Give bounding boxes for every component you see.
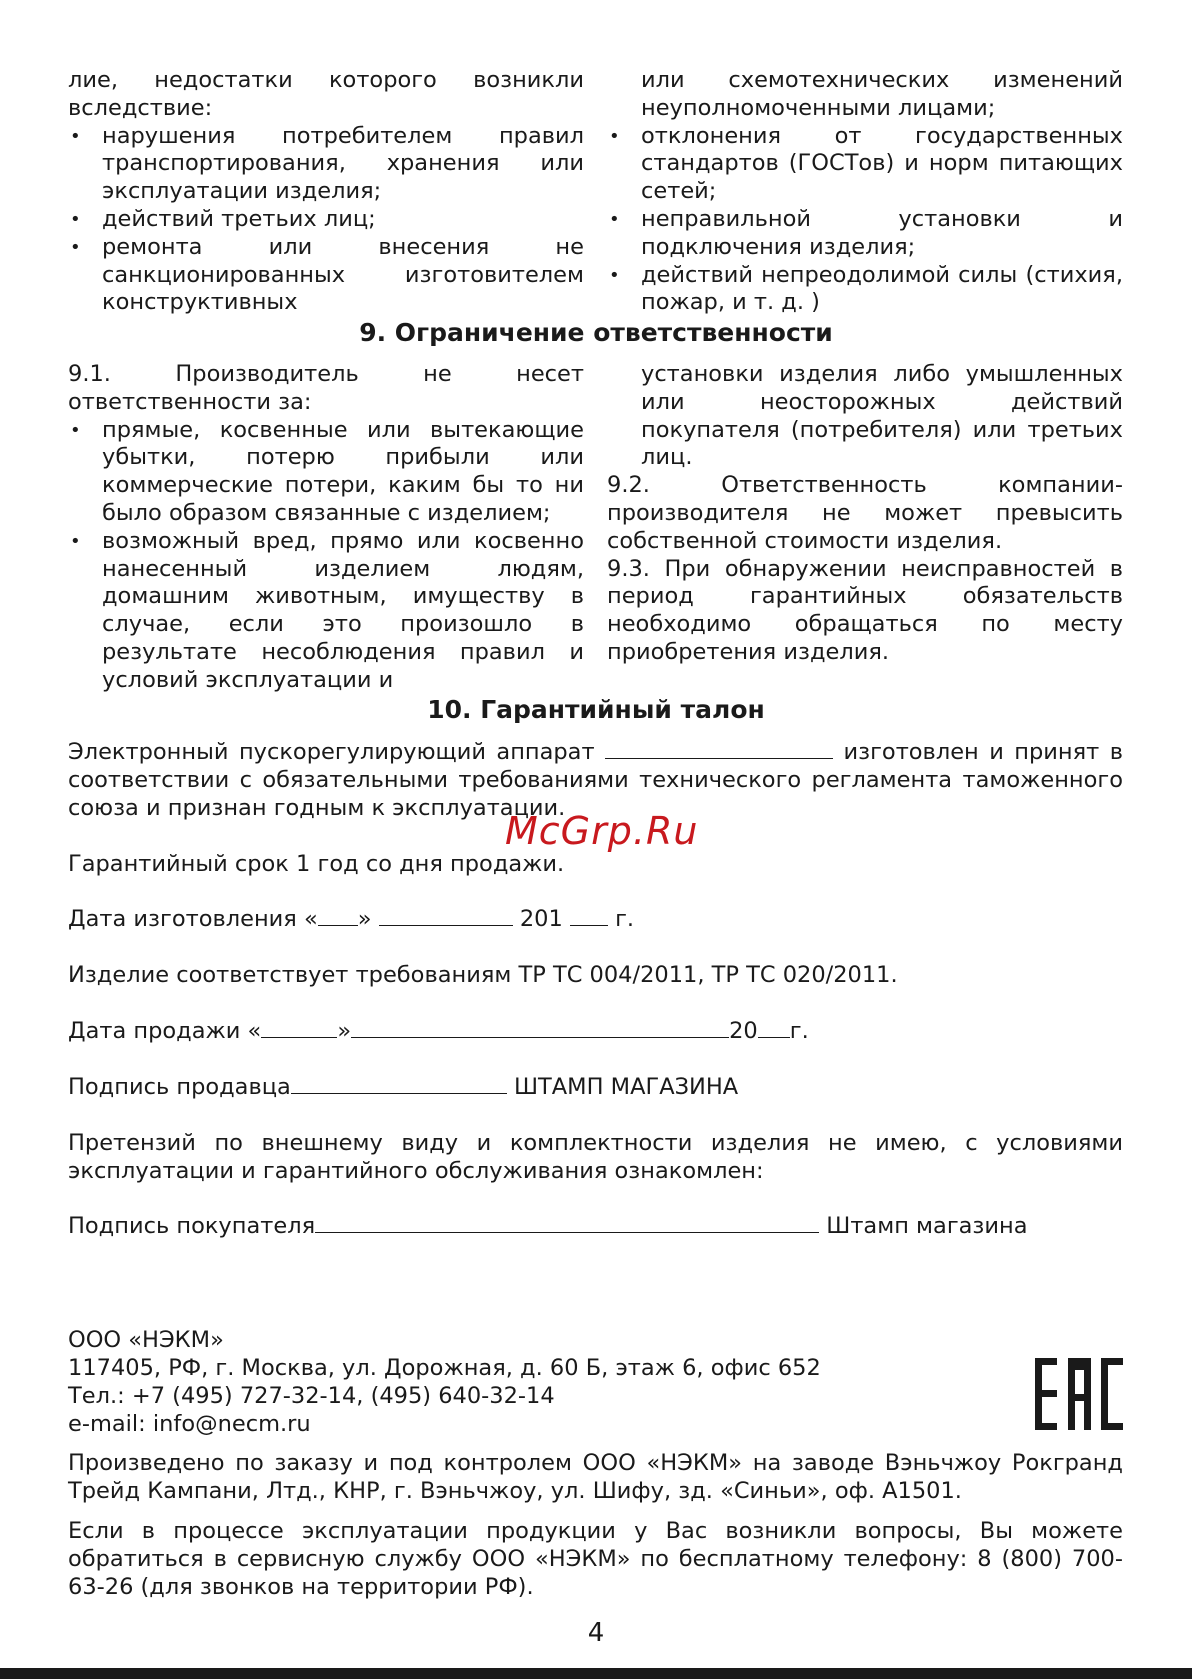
- top-right-list: [607, 67, 1123, 317]
- warranty-intro-b: изготовлен и принят в соответствии с обязательными требованиями технического регламента таможенного союза и признан годным к эксплуатации.: [68, 739, 1123, 821]
- manufacture-month-field[interactable]: [379, 907, 513, 926]
- eac-certification-mark: [1035, 1358, 1123, 1430]
- list-item: • возможный вред, прямо или косвенно нанесенный изделием людям, домашним животным, имуществу в случае, если это произошло в результате несоблюдения правил и условий эксплуатации и: [68, 528, 584, 695]
- claims-statement: Претензий по внешнему виду и комплектности изделия не имею, с условиями эксплуатации и гарантийного обслуживания ознакомлен:: [68, 1130, 1123, 1184]
- device-name-field[interactable]: [605, 740, 833, 759]
- section9-clause-2: 9.2. Ответственность компании-производителя не может превысить собственной стоимости изделия.: [607, 472, 1123, 554]
- list-item: • ремонта или внесения не санкционированных изготовителем конструктивных: [68, 234, 584, 317]
- list-item-continuation: установки изделия либо умышленных или неосторожных действий покупателя (потребителя) или третьих лиц.: [641, 361, 1123, 471]
- manufacture-date-line: [68, 906, 1123, 934]
- watermark: McGrp.Ru: [505, 809, 699, 853]
- buyer-signature-label: Подпись покупателя: [68, 1213, 316, 1239]
- list-item: • действий третьих лиц;: [68, 206, 584, 234]
- section9-right-column: [607, 361, 1123, 695]
- year-suffix: г.: [789, 1018, 809, 1044]
- seller-signature-label: Подпись продавца: [68, 1074, 291, 1100]
- sale-month-field[interactable]: [351, 1019, 729, 1038]
- buyer-signature-line: [68, 1213, 1123, 1241]
- top-section: [68, 67, 1123, 317]
- company-email: e-mail: info@necm.ru: [68, 1411, 311, 1437]
- section9-title: 9. Ограничение ответственности: [359, 318, 833, 347]
- seller-signature-line: [68, 1074, 1123, 1102]
- list-item: • неправильной установки и подключения изделия;: [607, 206, 1123, 262]
- company-address: 117405, РФ, г. Москва, ул. Дорожная, д. 60 Б, этаж 6, офис 652: [68, 1355, 821, 1381]
- service-info: Если в процессе эксплуатации продукции у Вас возникли вопросы, Вы можете обратиться в сервисную службу ООО «НЭКМ» по бесплатному телефону: 8 (800) 700-63-26 (для звонков на территории РФ).: [68, 1518, 1123, 1600]
- warranty-intro-a: Электронный пускорегулирующий аппарат: [68, 739, 595, 765]
- company-phone: Тел.: +7 (495) 727-32-14, (495) 640-32-14: [68, 1383, 555, 1409]
- section9-clause-3: 9.3. При обнаружении неисправностей в период гарантийных обязательств необходимо обращаться по месту приобретения изделия.: [607, 555, 1123, 665]
- sale-year-prefix: 20: [729, 1018, 758, 1044]
- section9-left-column: [68, 361, 584, 695]
- company-name: ООО «НЭКМ»: [68, 1327, 224, 1353]
- store-stamp-label: Штамп магазина: [826, 1213, 1028, 1239]
- store-stamp-caps: ШТАМП МАГАЗИНА: [513, 1074, 739, 1100]
- section9-left-list: [68, 417, 584, 695]
- quote-close: »: [357, 906, 372, 932]
- seller-signature-field[interactable]: [291, 1075, 507, 1094]
- conformity-line: Изделие соответствует требованиям ТР ТС 004/2011, ТР ТС 020/2011.: [68, 962, 898, 988]
- list-item: • нарушения потребителем правил транспортирования, хранения или эксплуатации изделия;: [68, 123, 584, 206]
- top-left-column: [68, 67, 584, 317]
- list-item: • прямые, косвенные или вытекающие убытки, потерю прибыли или коммерческие потери, каким бы то ни было образом связанные с изделием;: [68, 417, 584, 528]
- top-left-list: [68, 123, 584, 318]
- list-item: • действий непреодолимой силы (стихия, пожар, и т. д. ): [607, 262, 1123, 318]
- section9-intro: 9.1. Производитель не несет ответственности за:: [68, 361, 584, 415]
- bottom-bar: [0, 1668, 1192, 1679]
- buyer-signature-field[interactable]: [315, 1214, 819, 1233]
- manufacture-date-label: Дата изготовления «: [68, 906, 318, 932]
- manufacture-year-field[interactable]: [570, 907, 608, 926]
- quote-close: »: [337, 1018, 352, 1044]
- production-info: Произведено по заказу и под контролем ООО «НЭКМ» на заводе Вэньчжоу Рокгранд Трейд Кампани, Лтд., КНР, г. Вэньчжоу, ул. Шифу, зд. «Синьи», оф. А1501.: [68, 1450, 1123, 1504]
- sale-date-line: [68, 1018, 1123, 1046]
- section10-title: 10. Гарантийный талон: [427, 695, 765, 724]
- top-left-intro: лие, недостатки которого возникли вследствие:: [68, 67, 584, 121]
- page-number: 4: [587, 1618, 605, 1648]
- manufacture-day-field[interactable]: [318, 907, 358, 926]
- sale-date-label: Дата продажи «: [68, 1018, 262, 1044]
- year-suffix: г.: [615, 906, 635, 932]
- warranty-period: Гарантийный срок 1 год со дня продажи.: [68, 851, 565, 877]
- manufacture-year-prefix: 201: [519, 906, 563, 932]
- list-item: • отклонения от государственных стандартов (ГОСТов) и норм питающих сетей;: [607, 123, 1123, 206]
- top-right-column: [607, 67, 1123, 317]
- section9-body: [68, 361, 1123, 695]
- list-item-continuation: или схемотехнических изменений неуполномоченными лицами;: [641, 67, 1123, 121]
- section9-right-list: [607, 361, 1123, 472]
- sale-day-field[interactable]: [261, 1019, 337, 1038]
- sale-year-field[interactable]: [758, 1019, 790, 1038]
